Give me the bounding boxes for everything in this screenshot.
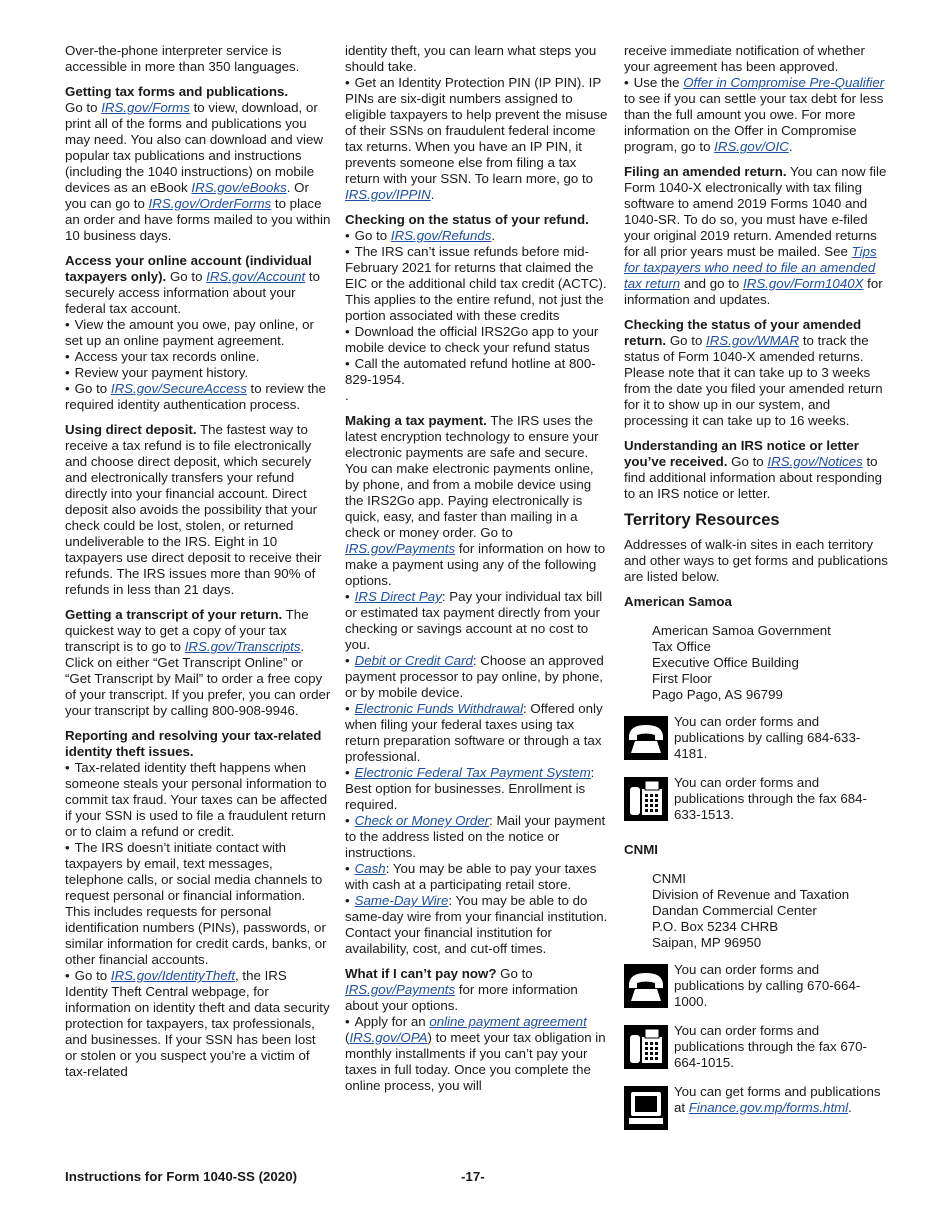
footer-title: Instructions for Form 1040-SS (2020) <box>65 1169 298 1184</box>
text: and go to <box>680 276 744 291</box>
wmar-section <box>624 317 892 429</box>
samoa-fax-text: You can order forms and publications through the fax 684-633-1513. <box>674 775 867 822</box>
list-item: • The IRS can’t issue refunds before mid-February 2021 for returns that claimed the EIC or the additional child tax credit (ACTC). This applies to the entire refund, not just the portion associated with these credits <box>345 244 611 324</box>
list-item <box>345 765 611 813</box>
list-item: • Tax-related identity theft happens when someone steals your personal information to commit tax fraud. Your taxes can be affected if your SSN is used to file a fraudulent return or to claim a refund or credit. <box>65 760 331 840</box>
samoa-phone-row <box>624 714 892 762</box>
payment-heading: Making a tax payment. <box>345 413 487 428</box>
fax-icon <box>624 1025 668 1069</box>
text: for information and updates. <box>624 276 883 307</box>
address-line: Division of Revenue and Taxation <box>652 887 850 902</box>
text: . <box>491 228 496 243</box>
cnmi-address <box>652 871 892 951</box>
link-irs-form1040x[interactable]: IRS.gov/Form1040X <box>743 276 864 291</box>
list-item: • Call the automated refund hotline at 800-829-1954. <box>345 356 611 388</box>
address-line: American Samoa Government <box>652 623 831 638</box>
telephone-icon <box>624 964 668 1008</box>
cnmi-web-text <box>674 1084 892 1116</box>
list-item <box>345 861 611 893</box>
link-oic-prequalifier[interactable]: Offer in Compromise Pre-Qualifier <box>683 75 885 90</box>
fax-icon <box>624 777 668 821</box>
text: Go to <box>354 228 391 243</box>
account-heading: Access your online account (individual taxpayers only). <box>65 253 312 284</box>
text: to see if you can settle your tax debt for less than the full amount you owe. For more information on the Offer in Compromise program, go to <box>624 91 884 154</box>
interpreter-text: Over-the-phone interpreter service is accessible in more than 350 languages. <box>65 43 300 74</box>
wmar-heading: Checking the status of your amended return. <box>624 317 862 348</box>
text: Apply for an <box>354 1014 430 1029</box>
text: . Click on either “Get Transcript Online” or “Get Transcript by Mail” to order a free copy of your transcript. If you prefer, you can order your transcript by calling 800-908-9946. <box>65 639 331 718</box>
link-electronic-funds-withdrawal[interactable]: Electronic Funds Withdrawal <box>354 701 524 716</box>
text: The fastest way to receive a tax refund is to file electronically and choose direct deposit, which securely and electronically transfers your refund directly into your financial account. Direct deposit also avoids the possibility that your check could be lost, stolen, or returned undeliverable to the IRS. Eight in 10 taxpayers use direct deposit to receive their refunds. The IRS issues more than 90% of refunds in less than 21 days. <box>65 422 322 597</box>
refund-heading: Checking on the status of your refund. <box>345 212 589 227</box>
text: to find additional information about responding to an IRS notice or letter. <box>624 454 882 501</box>
list-item <box>345 653 611 701</box>
address-line: Pago Pago, AS 96799 <box>652 687 783 702</box>
link-debit-credit-card[interactable]: Debit or Credit Card <box>354 653 473 668</box>
address-line: P.O. Box 5234 CHRB <box>652 919 779 934</box>
deposit-heading: Using direct deposit. <box>65 422 197 437</box>
text: . <box>848 1100 852 1115</box>
link-irs-wmar[interactable]: IRS.gov/WMAR <box>706 333 800 348</box>
link-irs-forms[interactable]: IRS.gov/Forms <box>101 100 190 115</box>
transcript-heading: Getting a transcript of your return. <box>65 607 283 622</box>
text: Go to <box>496 966 533 981</box>
column-3 <box>624 43 892 1143</box>
link-irs-notices[interactable]: IRS.gov/Notices <box>767 454 863 469</box>
text: Get an Identity Protection PIN (IP PIN). IP PINs are six-digit numbers assigned to eligible taxpayers to help prevent the misuse of their SSNs on fraudulent federal income tax returns. When you have an IP PIN, it prevents someone else from filing a tax return with your SSN. To learn more, go to <box>345 75 608 186</box>
text: for more information about your options. <box>345 982 578 1013</box>
address-line: Dandan Commercial Center <box>652 903 817 918</box>
refund-section <box>345 212 611 404</box>
link-direct-pay[interactable]: IRS Direct Pay <box>354 589 442 604</box>
text: Go to <box>727 454 768 469</box>
samoa-fax-row <box>624 775 892 823</box>
column-2 <box>345 43 611 1094</box>
forms-heading: Getting tax forms and publications. <box>65 84 289 99</box>
text: : You may be able to pay your taxes with cash at a participating retail store. <box>345 861 597 892</box>
american-samoa-heading: American Samoa <box>624 594 732 609</box>
cant-pay-heading: What if I can’t pay now? <box>345 966 497 981</box>
territory-heading: Territory Resources <box>624 511 780 529</box>
list-item: • Review your payment history. <box>65 365 331 381</box>
link-irs-account[interactable]: IRS.gov/Account <box>206 269 306 284</box>
link-irs-identitytheft[interactable]: IRS.gov/IdentityTheft <box>110 968 236 983</box>
link-eftps[interactable]: Electronic Federal Tax Payment System <box>354 765 591 780</box>
link-irs-ebooks[interactable]: IRS.gov/eBooks <box>191 180 287 195</box>
page-footer <box>65 1169 892 1185</box>
list-item: • Download the official IRS2Go app to your mobile device to check your refund status <box>345 324 611 356</box>
address-line: Executive Office Building <box>652 655 799 670</box>
telephone-icon <box>624 716 668 760</box>
notice-section <box>624 438 892 502</box>
text: . <box>430 187 435 202</box>
link-irs-refunds[interactable]: IRS.gov/Refunds <box>390 228 492 243</box>
cnmi-web-row <box>624 1084 892 1130</box>
text: : Mail your payment to the address listed on the notice or instructions. <box>345 813 606 860</box>
list-item <box>345 589 611 653</box>
text: . Or you can go to <box>65 180 309 211</box>
samoa-phone-text: You can order forms and publications by calling 684-633-4181. <box>674 714 861 761</box>
text: to securely access information about your federal tax account. <box>65 269 321 316</box>
list-item <box>345 228 611 244</box>
amended-heading: Filing an amended return. <box>624 164 787 179</box>
text: ) to meet your tax obligation in monthly installments if you can’t pay your taxes in full today. Once you complete the online process, you will <box>345 1030 606 1093</box>
text: Go to <box>65 100 102 115</box>
cnmi-heading: CNMI <box>624 842 658 857</box>
list-item <box>345 75 611 203</box>
link-finance-gov-mp[interactable]: Finance.gov.mp/forms.html <box>688 1100 849 1115</box>
list-item <box>624 75 892 155</box>
link-irs-payments-2[interactable]: IRS.gov/Payments <box>345 982 456 997</box>
agreement-continued: receive immediate notification of whether your agreement has been approved. <box>624 43 865 74</box>
list-item <box>345 893 611 957</box>
list-item <box>65 968 331 1080</box>
link-irs-payments[interactable]: IRS.gov/Payments <box>345 541 456 556</box>
link-irs-orderforms[interactable]: IRS.gov/OrderForms <box>148 196 272 211</box>
territory-intro: Addresses of walk-in sites in each territory and other ways to get forms and publications are listed below. <box>624 537 888 584</box>
cnmi-fax-text: You can order forms and publications through the fax 670-664-1015. <box>674 1023 867 1070</box>
list-item: • View the amount you owe, pay online, or set up an online payment agreement. <box>65 317 331 349</box>
link-irs-transcripts[interactable]: IRS.gov/Transcripts <box>184 639 301 654</box>
text: : Best option for businesses. Enrollment is required. <box>345 765 595 812</box>
text: : You may be able to do same-day wire from your financial institution. Contact your financial institution for availability, cost, and cut-off times. <box>345 893 608 956</box>
text: to review the required identity authentication process. <box>65 381 326 412</box>
american-samoa-address <box>652 623 892 703</box>
text: ( <box>345 1030 350 1045</box>
text: Go to <box>666 333 707 348</box>
text: Go to <box>74 381 111 396</box>
address-line: First Floor <box>652 671 712 686</box>
text: The IRS uses the latest encryption technology to ensure your electronic payments are safe and secure. You can make electronic payments online, by phone, and from a mobile device using the IRS2Go app. Paying electronically is quick, easy, and faster than mailing in a check or money order. Go to <box>345 413 599 540</box>
address-line: Saipan, MP 96950 <box>652 935 762 950</box>
text: to place an order and have forms mailed to you within 10 business days. <box>65 196 331 243</box>
list-item: • Access your tax records online. <box>65 349 331 365</box>
cnmi-phone-row <box>624 962 892 1010</box>
cnmi-phone-text: You can order forms and publications by calling 670-664-1000. <box>674 962 861 1009</box>
link-irs-secureaccess[interactable]: IRS.gov/SecureAccess <box>110 381 247 396</box>
text: Go to <box>166 269 207 284</box>
text: Use the <box>633 75 684 90</box>
identity-theft-section <box>65 728 331 1080</box>
text: for information on how to make a payment using any of the following options. <box>345 541 606 588</box>
text: to view, download, or print all of the forms and publications you may need. You also can download and view popular tax publications and instructions (including the 1040 instructions) on mobile devices as an eBook <box>65 100 323 195</box>
list-item: • The IRS doesn’t initiate contact with taxpayers by email, text messages, telephone calls, or social media channels to request personal or financial information. This includes requests for personal identification numbers (PINs), passwords, or similar information for credit cards, banks, or other financial accounts. <box>65 840 331 968</box>
address-line: Tax Office <box>652 639 711 654</box>
text: to track the status of Form 1040-X amended returns. Please note that it can take up to 3 weeks from the date you filed your amended return for it to show up in our system, and processing it can take up to 16 weeks. <box>624 333 883 428</box>
text: : Choose an approved payment processor to pay online, by phone, or by mobile device. <box>345 653 604 700</box>
payment-section <box>345 413 611 957</box>
computer-icon <box>624 1086 668 1130</box>
text: The quickest way to get a copy of your tax transcript is to go to <box>65 607 309 654</box>
identity-theft-heading: Reporting and resolving your tax-related identity theft issues. <box>65 728 322 759</box>
link-check-money-order[interactable]: Check or Money Order <box>354 813 490 828</box>
cnmi-fax-row <box>624 1023 892 1071</box>
text: You can get forms and publications at <box>674 1084 881 1115</box>
text: . <box>788 139 793 154</box>
notice-heading: Understanding an IRS notice or letter you’ve received. <box>624 438 859 469</box>
transcript-section <box>65 607 331 719</box>
link-irs-ippin[interactable]: IRS.gov/IPPIN <box>345 187 431 202</box>
link-amended-tips[interactable]: Tips for taxpayers who need to file an amended tax return <box>624 244 877 291</box>
address-line: CNMI <box>652 871 686 886</box>
list-item <box>345 813 611 861</box>
text: You can now file Form 1040-X electronically with tax filing software to amend 2019 Forms 1040 and 1040-SR. To do so, you must have e-filed your original 2019 return. Amended returns for all prior years must be mailed. See <box>624 164 887 259</box>
cant-pay-section <box>345 966 611 1094</box>
link-online-payment-agreement[interactable]: online payment agreement <box>429 1014 587 1029</box>
list-item <box>345 1014 611 1094</box>
link-cash[interactable]: Cash <box>354 861 386 876</box>
stray-period: . <box>345 388 349 403</box>
page-number: -17- <box>461 1169 485 1184</box>
text: Go to <box>74 968 111 983</box>
link-irs-opa[interactable]: IRS.gov/OPA <box>349 1030 428 1045</box>
account-section <box>65 253 331 413</box>
link-irs-oic[interactable]: IRS.gov/OIC <box>714 139 789 154</box>
text: , the IRS Identity Theft Central webpage, for information on identity theft and data security protection for taxpayers, tax professionals, and businesses. If your SSN has been lost or stolen or you suspect you’re a victim of tax-related <box>65 968 330 1079</box>
theft-continued: identity theft, you can learn what steps you should take. <box>345 43 597 74</box>
text: : Offered only when filing your federal taxes using tax return preparation software or through a tax professional. <box>345 701 603 764</box>
column-1 <box>65 43 331 1080</box>
list-item <box>65 381 331 413</box>
text: : Pay your individual tax bill or estimated tax payment directly from your checking or savings account at no cost to you. <box>345 589 603 652</box>
list-item <box>345 701 611 765</box>
link-same-day-wire[interactable]: Same-Day Wire <box>354 893 449 908</box>
forms-section <box>65 84 331 244</box>
deposit-section <box>65 422 331 598</box>
amended-section <box>624 164 892 308</box>
